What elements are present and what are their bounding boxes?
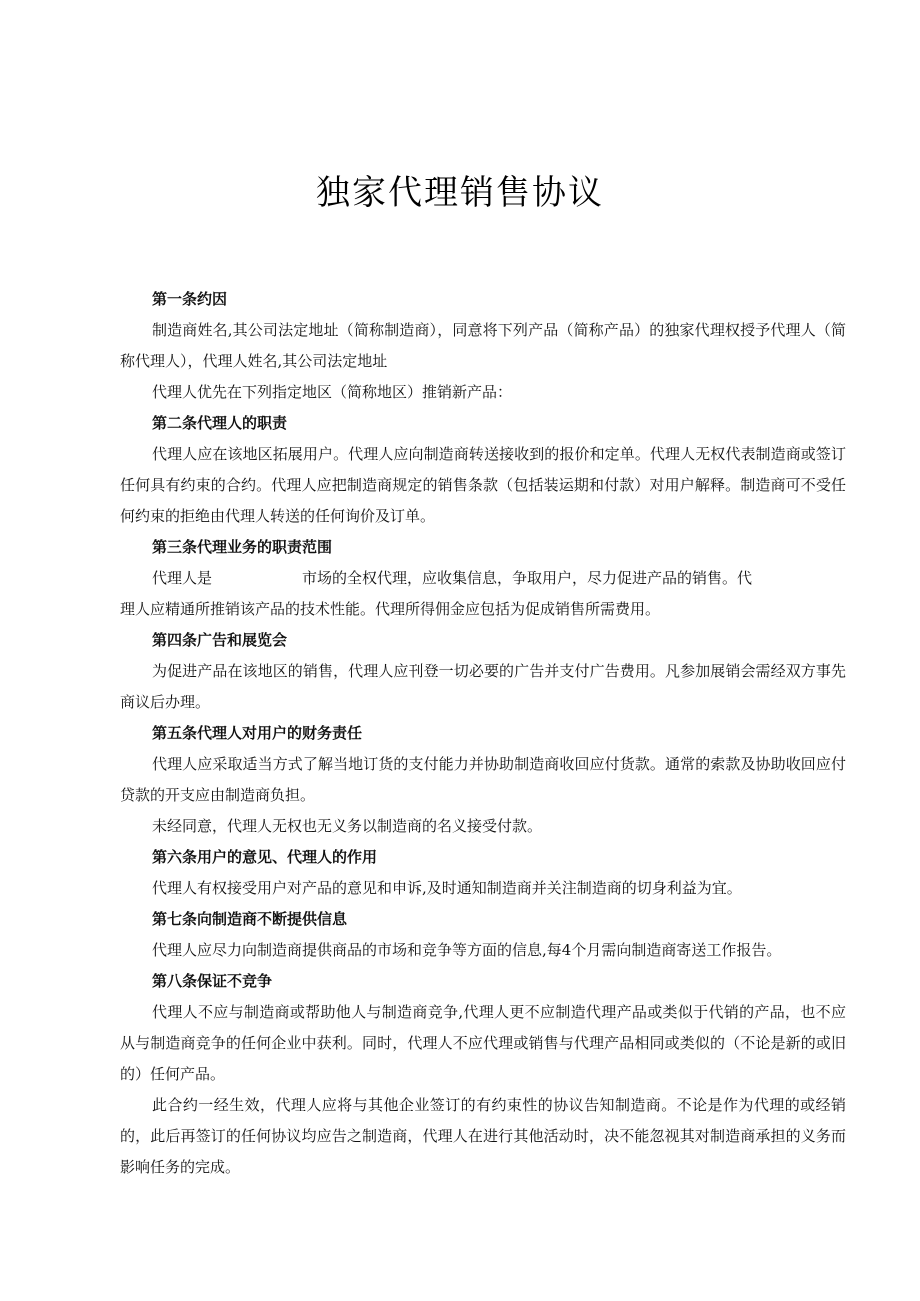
section-3-text-a: 代理人是 bbox=[152, 569, 213, 587]
section-1-heading: 第一条约因 bbox=[152, 290, 228, 308]
section-4-paragraph-1: 为促进产品在该地区的销售，代理人应刊登一切必要的广告并支付广告费用。凡参加展销会需经双方事先商议后办理。 bbox=[120, 662, 846, 711]
section-2-heading: 第二条代理人的职责 bbox=[152, 414, 288, 432]
section-7-heading: 第七条向制造商不断提供信息 bbox=[152, 910, 348, 928]
section-4-heading: 第四条广告和展览会 bbox=[152, 631, 288, 649]
section-8-paragraph-2: 此合约一经生效，代理人应将与其他企业签订的有约束性的协议告知制造商。不论是作为代理的或经销的，此后再签订的任何协议均应告之制造商，代理人在进行其他活动时，决不能忽视其对制造商承担的义务而影响任务的完成。 bbox=[120, 1096, 846, 1176]
section-2-paragraph-1: 代理人应在该地区拓展用户。代理人应向制造商转送接收到的报价和定单。代理人无权代表制造商或签订任何具有约束的合约。代理人应把制造商规定的销售条款（包括装运期和付款）对用户解释。制造商可不受任何约束的拒绝由代理人转送的任何询价及订单。 bbox=[120, 445, 846, 525]
section-3-paragraph-1 bbox=[120, 563, 846, 625]
section-1-paragraph-2: 代理人优先在下列指定地区（简称地区）推销新产品： bbox=[152, 383, 513, 401]
section-3-heading: 第三条代理业务的职责范围 bbox=[152, 538, 333, 556]
section-8-paragraph-1: 代理人不应与制造商或帮助他人与制造商竞争,代理人更不应制造代理产品或类似于代销的产品，也不应从与制造商竞争的任何企业中获利。同时，代理人不应代理或销售与代理产品相同或类似的（不论是新的或旧的）任何产品。 bbox=[120, 1003, 846, 1083]
section-5-heading: 第五条代理人对用户的财务责任 bbox=[152, 724, 363, 742]
section-1-paragraph-1: 制造商姓名,其公司法定地址（简称制造商），同意将下列产品（简称产品）的独家代理权授予代理人（简称代理人），代理人姓名,其公司法定地址 bbox=[120, 321, 846, 370]
document-body bbox=[120, 284, 846, 1183]
section-3-text-b: 市场的全权代理，应收集信息，争取用户，尽力促进产品的销售。代 bbox=[302, 569, 753, 587]
section-5-paragraph-1: 代理人应采取适当方式了解当地订货的支付能力并协助制造商收回应付货款。通常的索款及协助收回应付贷款的开支应由制造商负担。 bbox=[120, 755, 846, 804]
section-8-heading: 第八条保证不竞争 bbox=[152, 972, 273, 990]
section-5-paragraph-2: 未经同意，代理人无权也无义务以制造商的名义接受付款。 bbox=[152, 817, 543, 835]
document-title: 独家代理销售协议 bbox=[316, 173, 604, 213]
section-3-text-c: 理人应精通所推销该产品的技术性能。代理所得佣金应包括为促成销售所需费用。 bbox=[120, 600, 661, 618]
section-6-heading: 第六条用户的意见、代理人的作用 bbox=[152, 848, 378, 866]
section-7-paragraph-1: 代理人应尽力向制造商提供商品的市场和竞争等方面的信息,每4个月需向制造商寄送工作报告。 bbox=[152, 941, 782, 959]
section-3-line-1 bbox=[120, 563, 846, 594]
section-6-paragraph-1: 代理人有权接受用户对产品的意见和申诉,及时通知制造商并关注制造商的切身利益为宜。 bbox=[152, 879, 742, 897]
